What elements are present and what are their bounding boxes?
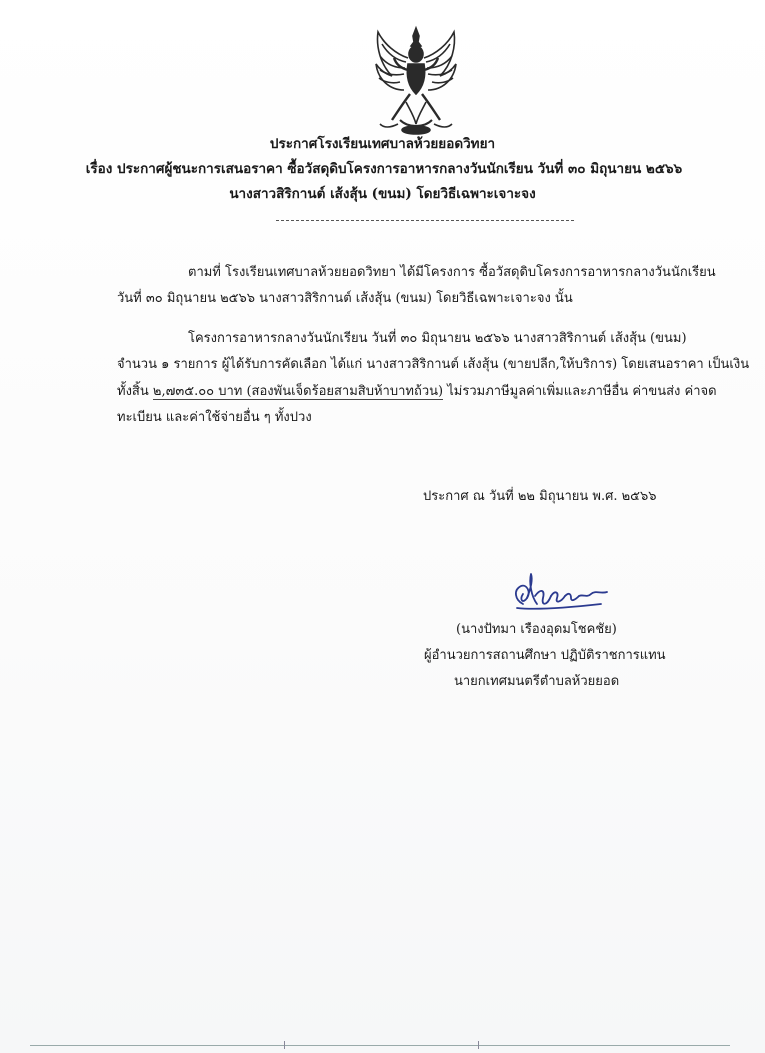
signer-position: ผู้อำนวยการสถานศึกษา ปฏิบัติราชการแทน bbox=[424, 648, 666, 663]
amount-suffix: ไม่รวมภาษีมูลค่าเพิ่มและภาษีอื่น ค่าขนส่ง ค่าจด bbox=[443, 384, 717, 399]
announcement-title: ประกาศโรงเรียนเทศบาลห้วยยอดวิทยา bbox=[269, 136, 496, 152]
amount-prefix: ทั้งสิ้น bbox=[117, 384, 153, 399]
paragraph-2-line-2: จำนวน ๑ รายการ ผู้ได้รับการคัดเลือก ได้แก่ นางสาวสิริกานต์ เส้งสุ้น (ขายปลีก,ให้บริการ) โดยเสนอราคา เป็นเงิน bbox=[117, 357, 750, 372]
garuda-emblem-icon bbox=[370, 24, 462, 136]
scan-edge-line bbox=[0, 1041, 765, 1049]
handwritten-signature bbox=[505, 570, 611, 616]
paragraph-2-line-3 bbox=[117, 380, 717, 404]
paragraph-1-line-2: วันที่ ๓๐ มิถุนายน ๒๕๖๖ นางสาวสิริกานต์ เส้งสุ้น (ขนม) โดยวิธีเฉพาะเจาะจง นั้น bbox=[117, 291, 573, 306]
signer-position-continued: นายกเทศมนตรีตำบลห้วยยอด bbox=[454, 674, 620, 689]
announcement-subject-continued: นางสาวสิริกานต์ เส้งสุ้น (ขนม) โดยวิธีเฉพาะเจาะจง bbox=[229, 186, 536, 202]
paragraph-2-line-1: โครงการอาหารกลางวันนักเรียน วันที่ ๓๐ มิถุนายน ๒๕๖๖ นางสาวสิริกานต์ เส้งสุ้น (ขนม) bbox=[188, 331, 687, 346]
bid-amount: ๒,๗๓๕.๐๐ บาท (สองพันเจ็ดร้อยสามสิบห้าบาทถ้วน) bbox=[152, 384, 444, 399]
announcement-date: ประกาศ ณ วันที่ ๒๒ มิถุนายน พ.ศ. ๒๕๖๖ bbox=[423, 489, 657, 504]
paragraph-2-line-4: ทะเบียน และค่าใช้จ่ายอื่น ๆ ทั้งปวง bbox=[117, 410, 312, 425]
paragraph-1-line-1: ตามที่ โรงเรียนเทศบาลห้วยยอดวิทยา ได้มีโครงการ ซื้อวัสดุดิบโครงการอาหารกลางวันนักเรียน bbox=[188, 265, 716, 280]
signer-name: (นางปัทมา เรืองอุดมโชคชัย) bbox=[456, 622, 617, 637]
announcement-subject: เรื่อง ประกาศผู้ชนะการเสนอราคา ซื้อวัสดุดิบโครงการอาหารกลางวันนักเรียน วันที่ ๓๐ มิถุนายน ๒๕๖๖ bbox=[85, 161, 683, 177]
title-divider bbox=[276, 220, 574, 221]
